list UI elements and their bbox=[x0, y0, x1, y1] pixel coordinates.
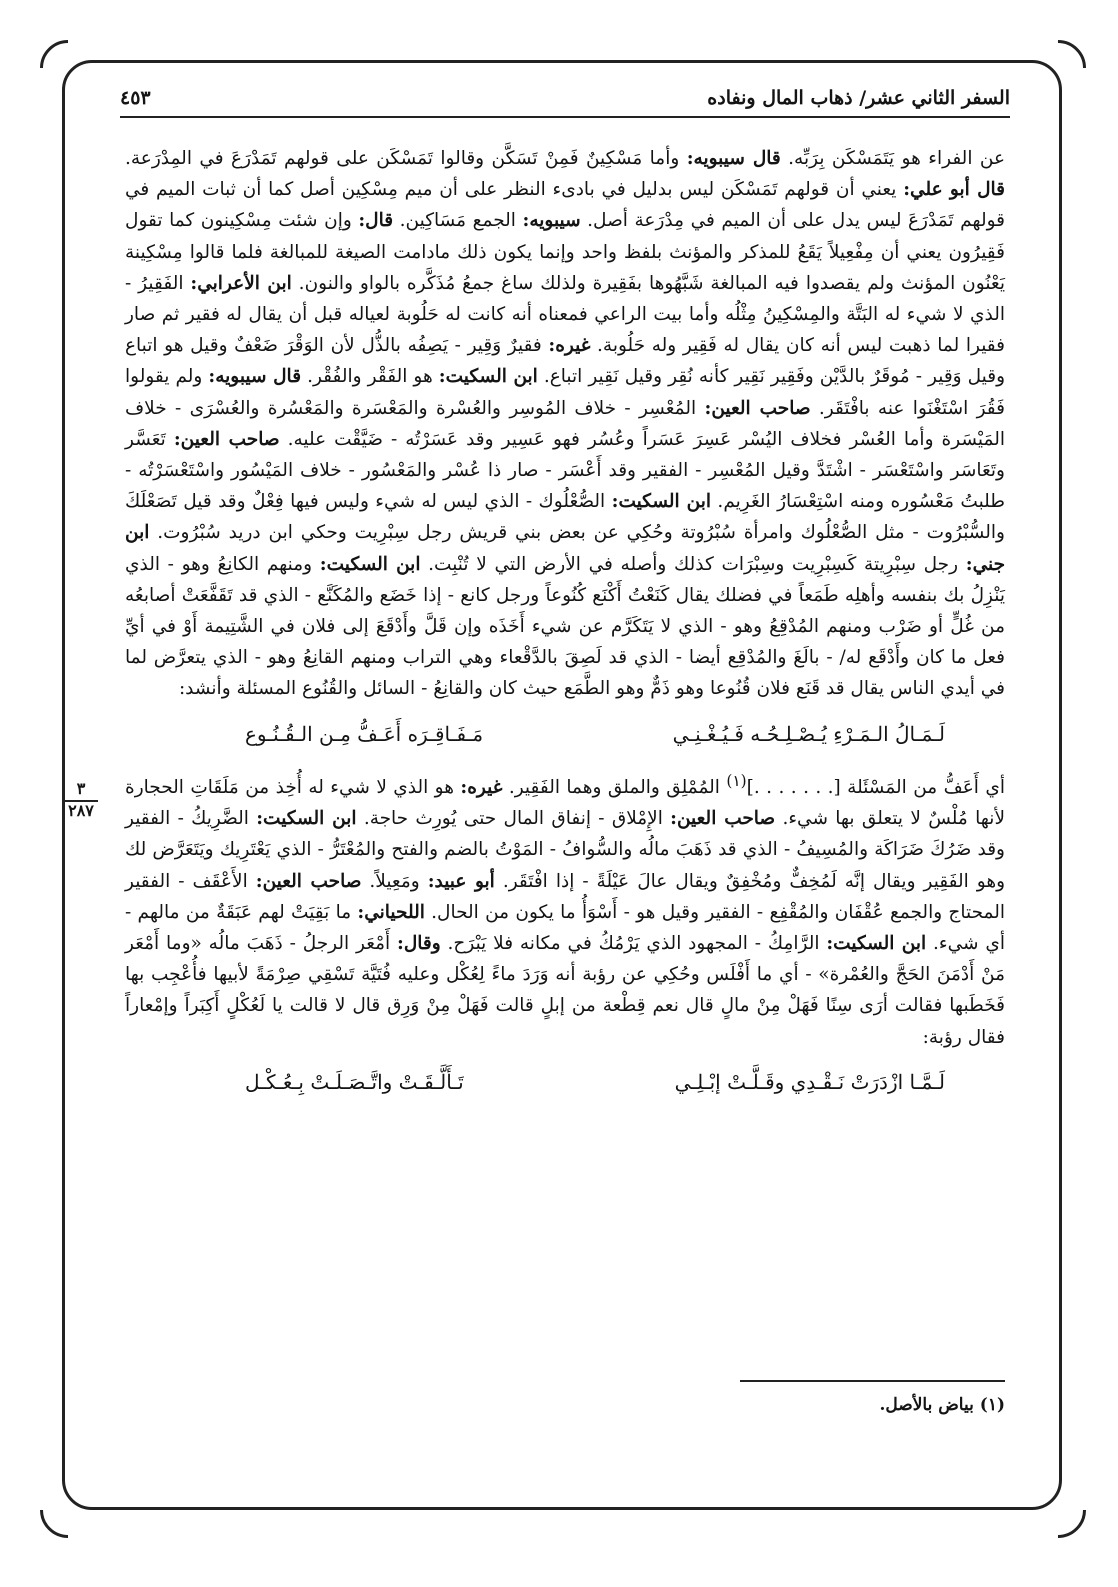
running-header bbox=[120, 80, 1010, 118]
text-run: أي أَعَفُّ من المَسْئَلة [. . . . . . .] bbox=[746, 777, 1005, 799]
speaker-label: وقال: bbox=[397, 933, 441, 955]
speaker-label: ابن جني: bbox=[125, 522, 1006, 575]
speaker-label: ابن السكيت: bbox=[826, 933, 927, 955]
text-run: الرَّامِكُ - المجهود الذي يَرْمُكُ في مكانه فلا يَبْرَح. bbox=[440, 933, 827, 955]
speaker-label: ابن السكيت: bbox=[319, 553, 421, 575]
speaker-label: اللحياني: bbox=[357, 901, 425, 923]
header-title: السفر الثاني عشر/ ذهاب المال ونفاده bbox=[707, 87, 1010, 109]
speaker-label: سيبويه: bbox=[522, 210, 581, 232]
text-run: أَمْعَر الرجلُ - ذَهَبَ مالُه «وما أَمْعَر مَنْ أَدْمَنَ الحَجَّ والعُمْرة» - أي ما أَفْلَس وحُكِي عن رؤبة أنه وَرَدَ ماءً لِعُكْل وعليه فُتَيَّة تَسْقِي صِرْمَةً لأبيها فأُعْجِب بها فَخَطَبها فقالت أرَى سِنًا فَهَلْ مِنْ مالٍ قال نعم قِطْعة من إبلٍ قالت فَهَلْ مِنْ وَرِق قال لا قالت يا لَعُكْلٍ أَكِبَراً وإمْعاراً فقال رؤبة: bbox=[125, 933, 1005, 1048]
text-run: الصُّعْلُوك - الذي ليس له شيء وليس فيها فِعْلٌ وقد قيل تَصَعْلَكَ والسُّبْرُوت - مثل الصُّعْلُوك وامرأة سُبْرُوتة وحُكِي عن بعض بني قريش رجل سِبْرِيت وحكي ابن دريد سُبْرُوت. bbox=[125, 491, 1005, 544]
speaker-label: صاحب العين: bbox=[704, 397, 811, 419]
speaker-label: أبو عبيد: bbox=[427, 870, 495, 892]
speaker-label: غيره: bbox=[548, 335, 591, 357]
speaker-label: صاحب العين: bbox=[670, 808, 776, 830]
text-run: الأَعْقَف - الفقير المحتاج والجمع عُقْفَان والمُقْفِع - الفقير وقيل هو - أَسْوَأُ ما يكون من الحال. bbox=[125, 870, 1005, 923]
text-run: المُعْسِر - خلاف المُوسِر والعُسْرة والمَعْسَرة والمَعْسُرة والعُسْرَى - خلاف المَيْسَرة وأما العُسْر فخلاف اليُسْر عَسِرَ عَسَراً وعُسُر فهو عَسِير وقد عَسَرْتُه - ضَيَّقْت عليه. bbox=[125, 397, 1005, 450]
verse bbox=[125, 1067, 1005, 1098]
speaker-label: قال أبو علي: bbox=[903, 179, 1005, 201]
speaker-label: قال سيبويه: bbox=[208, 366, 302, 388]
speaker-label: صاحب العين: bbox=[255, 870, 362, 892]
footnote-rule bbox=[740, 1380, 1005, 1382]
text-run: وإن شئت مِسْكِينون كما تقول فَقِيرُون يعني أن مِفْعِيلاً يَقَعُ للمذكر والمؤنث بلفظ واحد وإنما يكون ذلك مادامت الصيغة للمبالغة فلما قالوا مِسْكِينة يَعْنُون المؤنث ولم يقصدوا فيه المبالغة شَبَّهُوها بفَقِيرة ولذلك ساغ جمعُ مُذَكَّره بالواو والنون. bbox=[125, 210, 1005, 294]
text-run: يعني أن قولهم تَمَسْكَن ليس بدليل في بادىء النظر على أن ميم مِسْكِين أصل كما أن ثبات الميم في قولهم تَمَدْرَعَ ليس يدل على أن الميم في مِدْرَعة أصل. bbox=[125, 179, 1005, 232]
text-run: رجل سِبْرِيتة كَسِبْرِيت وسِبْرَات كذلك وأصله في الأرض التي لا تُنْبِت. bbox=[420, 553, 966, 575]
text-run: الفَقِيرُ - الذي لا شيء له البَتَّة والمِسْكِينُ مِثْلُه وأما بيت الراعي فمعناه أنه كانت له حَلُوبة لعياله قبل أن يقال له فقير ثم صار فقيرا لما ذهبت ليس أنه كان يقال له فَقِير وله حَلُوبة. bbox=[125, 272, 1005, 357]
verse bbox=[125, 719, 1005, 750]
text-run: المُمْلِق والملق وهما الفَقِير. bbox=[502, 777, 727, 799]
text-run: هو الذي لا شيء له أُخِذ من مَلَقَاتِ الحجارة لأنها مُلْسٌ لا يتعلق بها شيء. bbox=[125, 777, 1006, 830]
text-run: عن الفراء هو يَتَمَسْكَن بِرَبِّه. bbox=[780, 148, 1006, 169]
page-number: ٤٥٣ bbox=[120, 87, 151, 109]
paragraph bbox=[125, 766, 1005, 1053]
speaker-label: ابن السكيت: bbox=[256, 808, 357, 830]
margin-note-top: ٣ bbox=[64, 780, 98, 802]
text-run: وأما مَسْكِينٌ فَمِنْ تَسَكَّن وقالوا تَمَسْكَن على قولهم تَمَدْرَعَ في المِدْرَعة. bbox=[125, 148, 687, 169]
verse-second-hemistich: مَـفَـاقِـرَه أَعَـفُّ مِـن الـقُـنُـوع bbox=[245, 721, 484, 746]
text-run: ومنهم الكانِعُ وهو - الذي يَنْزِلُ بك بنفسه وأهلِه طَمَعاً في فضلك يقال كَنَعْتُ أَكْنَع كُنُوعاً ورجل كانع - إذا خَضَع والمُكَنَّع - الذي قد تَقَفَّعَتْ أصابعُه من غُلٍّ أو ضَرْب ومنهم المُدْقِعُ وهو - الذي لا يَتَكَرَّم عن شيء أَخَذَه وإن قَلَّ وأَدْقَعَ إلى فلان في الشَّتِيمة أَوْ في أيِّ فعل ما كان وأَدْقَع له/ - بالَغَ والمُدْقِع أيضا - الذي قد لَصِقَ بالدَّقْعاء وهي التراب ومنهم القانِعُ وهو - الذي يتعرَّض لما في أيدي الناس يقال قد قَنَع فلان قُنُوعا وهو ذَمٌّ وهو الطَّمَع حيث كان والقانِعُ - السائل والقُنُوع المسئلة وأنشد: bbox=[125, 553, 1005, 700]
text-run: ما بَقِيَتْ لهم عَبَقَةٌ من مالهم - أي شيء. bbox=[125, 901, 1005, 955]
verse-first-hemistich: لَـمَّـا ازْدَرَتْ نَـقْـدِي وقَـلَّـتْ إبْـلِـي bbox=[674, 1069, 945, 1094]
text-run: ولم يقولوا فَقُرَ اسْتَغْنَوا عنه بافْتَقَر. bbox=[125, 366, 1005, 419]
speaker-label: ابن السكيت: bbox=[611, 491, 712, 513]
text-run: الضَّرِيكُ - الفقير وقد ضَرُكَ ضَرَاكَة والمُسِيفُ - الذي قد ذَهَبَ مالُه والسُّوافُ - المَوْتُ بالضم والفتح والمُعْتَرُّ - الذي يَعْتَرِيك ويَتَعَرَّض لك وهو الفَقِير ويقال إنَّه لَمُخِفٌّ ومُخْفِقٌ ويقال عالَ عَيْلَةً - إذا افْتَقَر. bbox=[125, 808, 1006, 892]
text-run: الجمع مَسَاكِين. bbox=[393, 210, 523, 232]
verse-second-hemistich: تَـأَلَّـقَـتْ واتَّـصَـلَـتْ بِـعُـكْـل bbox=[245, 1069, 464, 1094]
text-run: ومَعِيلاً. bbox=[361, 870, 428, 892]
speaker-label: غيره: bbox=[460, 777, 503, 799]
paragraph bbox=[125, 143, 1005, 705]
text-run: هو الفَقْر والفُقْر. bbox=[301, 366, 439, 388]
footnote: (١) بياض بالأصل. bbox=[879, 1395, 1005, 1415]
speaker-label: قال: bbox=[358, 210, 394, 232]
speaker-label: ابن الأعرابي: bbox=[190, 272, 292, 294]
main-text bbox=[125, 143, 1005, 1114]
speaker-label: صاحب العين: bbox=[173, 428, 280, 450]
footnote-marker: (١) bbox=[726, 771, 747, 790]
text-run: فقيرٌ وَقِير - يَصِفُه بالذُّل لأن الوَقْرَ ضَعْفٌ وقيل هو اتباع وقيل وَقِير - مُوقَرٌ بالدَّيْن وفَقِير نَقِير كأنه نُقِر وقيل نَقِير اتباع. bbox=[125, 335, 1006, 388]
verse-first-hemistich: لَـمَـالُ الـمَـرْءِ يُـصْـلِـحُـه فَـيُـغْـنِـي bbox=[672, 721, 945, 746]
text-run: تَعَسَّر وتَعَاسَر واسْتَعْسَر - اشْتَدَّ وقيل المُعْسِر - الفقير وقد أَعْسَر - صار ذا عُسْر والمَعْسُور - خلاف المَيْسُور واسْتَعْسَرْتُه - طلبتُ مَعْسُوره ومنه اسْتِعْسَارُ الغَرِيم. bbox=[125, 428, 1005, 513]
speaker-label: ابن السكيت: bbox=[438, 366, 538, 388]
text-run: الإِمْلاق - إنفاق المال حتى يُورِث حاجة. bbox=[356, 808, 671, 830]
speaker-label: قال سيبويه: bbox=[686, 148, 781, 169]
margin-note-bottom: ٢٨٧ bbox=[68, 801, 94, 820]
margin-folio-note bbox=[64, 780, 98, 820]
